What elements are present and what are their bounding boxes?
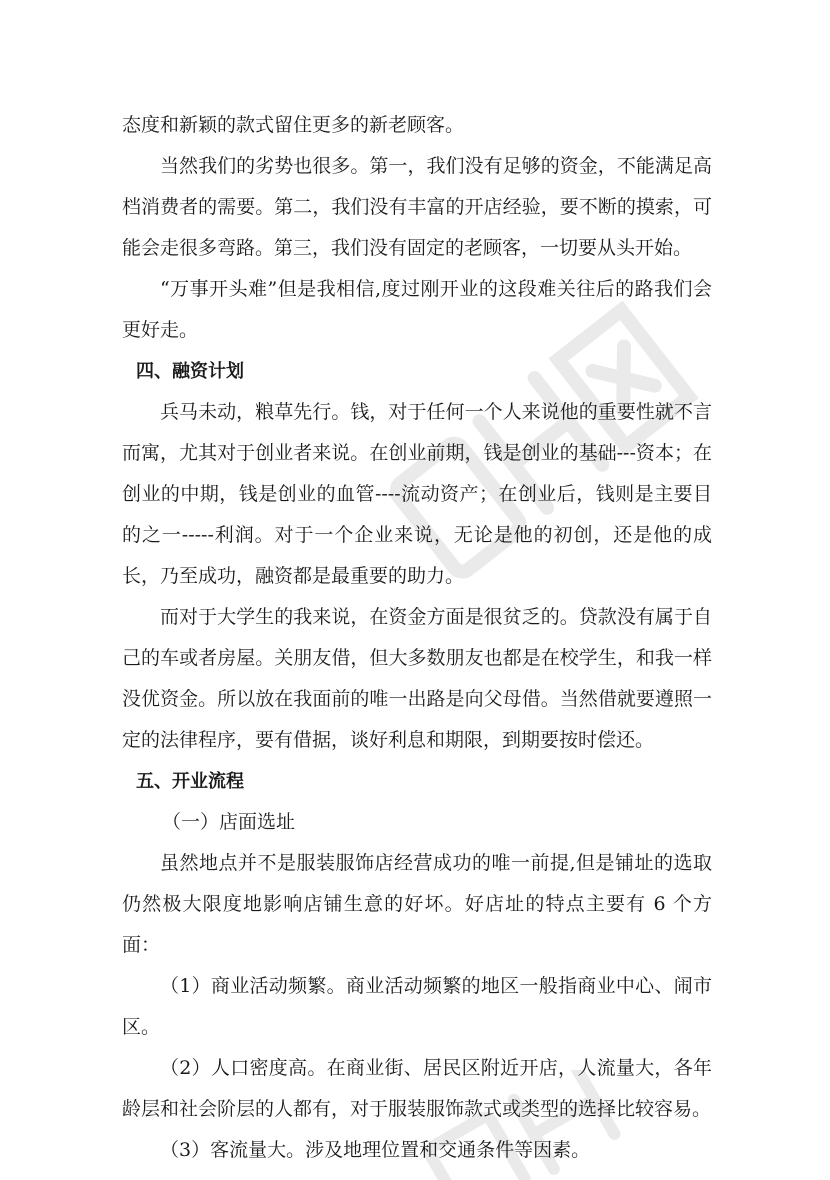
document-body (122, 105, 712, 1171)
list-item-commerce: （1）商业活动频繁。商业活动频繁的地区一般指商业中心、闹市区。 (122, 975, 712, 1038)
paragraph-location-intro: 虽然地点并不是服装服饰店经营成功的唯一前提,但是铺址的选取仍然极大限度地影响店铺生意的好坏。好店址的特点主要有 6 个方面： (122, 852, 712, 956)
list-item-population: （2）人口密度高。在商业街、居民区附近开店，人流量大，各年龄层和社会阶层的人都有，对于服装服饰款式或类型的选择比较容易。 (122, 1057, 712, 1120)
paragraph-financing-student: 而对于大学生的我来说，在资金方面是很贫乏的。贷款没有属于自己的车或者房屋。关朋友借，但大多数朋友也都是在校学生，和我一样没优资金。所以放在我面前的唯一出路是向父母借。当然借就要遵照一定的法律程序，要有借据，谈好利息和期限，到期要按时偿还。 (122, 606, 712, 751)
section-heading-financing: 四、融资计划 (136, 361, 244, 382)
subsection-heading-location: （一）店面选址 (162, 811, 296, 833)
paragraph-continuation: 态度和新颖的款式留住更多的新老顾客。 (122, 114, 465, 136)
paragraph-financing-intro: 兵马未动，粮草先行。钱，对于任何一个人来说他的重要性就不言而寓，尤其对于创业者来说。在创业前期，钱是创业的基础---资本；在创业的中期，钱是创业的血管----流动资产；在创业后，钱则是主要目的之一-----利润。对于一个企业来说，无论是他的初创，还是他的成长，乃至成功，融资都是最重要的助力。 (122, 401, 712, 587)
section-heading-opening-process: 五、开业流程 (136, 771, 244, 792)
list-item-traffic: （3）客流量大。涉及地理位置和交通条件等因素。 (160, 1139, 591, 1161)
paragraph-disadvantages: 当然我们的劣势也很多。第一，我们没有足够的资金，不能满足高档消费者的需要。第二，我们没有丰富的开店经验，要不断的摸索，可能会走很多弯路。第三，我们没有固定的老顾客，一切要从头开始。 (122, 155, 712, 259)
paragraph-quote: “万事开头难”但是我相信,度过刚开业的这段难关往后的路我们会更好走。 (122, 278, 712, 341)
